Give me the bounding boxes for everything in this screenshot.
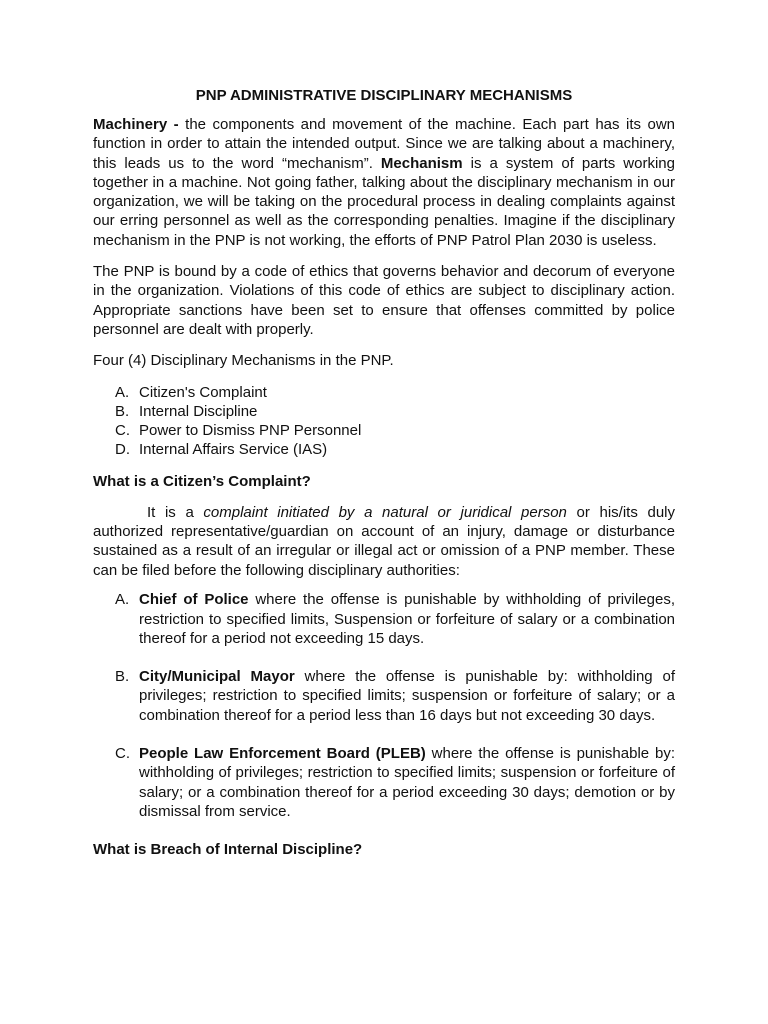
list-item [93, 383, 675, 402]
mechanism-label: Internal Affairs Service (IAS) [139, 441, 328, 459]
list-marker: C. [115, 744, 130, 762]
list-item [93, 667, 675, 726]
internal-discipline-heading: What is Breach of Internal Discipline? [93, 840, 363, 858]
intro-text-2: is a system of parts working together in a machine. Not going father, talking about the disciplinary mechanism in our organization, we will be taking on the procedural process in dealing complaints against our erring personnel as well as the corresponding penalties. Imagine if the disciplinary mechanism in the PNP is not working, the efforts of PNP Patrol Plan 2030 is useless. [93, 154, 675, 249]
list-marker: D. [115, 441, 130, 459]
authority-text: where the offense is punishable by withholding of privileges, restriction to specified limits, Suspension or forfeiture of salary or a combination thereof for a period not exceeding 15 days. [139, 590, 675, 648]
authority-name: Chief of Police [139, 590, 249, 608]
authority-body [139, 744, 675, 822]
citizen-rest: or his/its duly authorized representative/guardian on account of an injury, damage or disturbance sustained as a result of an irregular or illegal act or omission of a PNP member. These can be filed before the following disciplinary authorities: [93, 503, 675, 579]
authority-name: People Law Enforcement Board (PLEB) [139, 744, 426, 762]
list-marker: A. [115, 590, 130, 608]
list-marker: B. [115, 667, 130, 685]
list-item [93, 440, 675, 459]
citizen-italic: complaint initiated by a natural or juridical person [203, 503, 567, 521]
term-mechanism: Mechanism [380, 154, 463, 172]
list-marker: B. [115, 402, 130, 420]
mechanisms-intro: Four (4) Disciplinary Mechanisms in the PNP. [93, 352, 394, 370]
document-page [93, 86, 675, 871]
term-machinery: Machinery - [93, 116, 179, 133]
intro-paragraph [93, 115, 675, 250]
authority-name: City/Municipal Mayor [139, 667, 295, 685]
authority-text: where the offense is punishable by: withholding of privileges; restriction to specified limits; suspension or forfeiture of salary; or a combination thereof for a period less than 16 days but not exceeding 30 days. [139, 667, 675, 724]
authority-text: where the offense is punishable by: withholding of privileges; restriction to specified limits; suspension or forfeiture of salary; or a combination thereof for a period exceeding 30 days; demotion or by dismissal from service. [139, 744, 675, 821]
citizen-lead: It is a [147, 503, 204, 521]
list-marker: C. [115, 422, 130, 440]
list-item [93, 402, 675, 421]
mechanism-label: Internal Discipline [139, 402, 258, 420]
authority-body [139, 667, 675, 726]
list-marker: A. [115, 383, 130, 401]
list-item [93, 421, 675, 440]
citizen-complaint-paragraph [93, 503, 675, 580]
ethics-paragraph: The PNP is bound by a code of ethics that governs behavior and decorum of everyone in the organization. Violations of this code of ethics are subject to disciplinary action. Appropriate sanctions have been set to ensure that offenses committed by police personnel are dealt with properly. [93, 263, 675, 338]
mechanism-label: Citizen's Complaint [139, 383, 267, 401]
mechanisms-list [93, 383, 675, 460]
list-item [93, 744, 675, 822]
citizen-complaint-heading: What is a Citizen’s Complaint? [93, 472, 311, 490]
mechanism-label: Power to Dismiss PNP Personnel [139, 422, 362, 440]
intro-text-1: the components and movement of the machine. Each part has its own function in order to attain the intended output. Since we are talking about a machinery, this leads us to the word “mechanism”. [93, 116, 675, 172]
list-item [93, 590, 675, 649]
authority-body [139, 590, 675, 649]
authorities-list [93, 590, 675, 822]
document-title: PNP ADMINISTRATIVE DISCIPLINARY MECHANISMS [195, 87, 573, 104]
